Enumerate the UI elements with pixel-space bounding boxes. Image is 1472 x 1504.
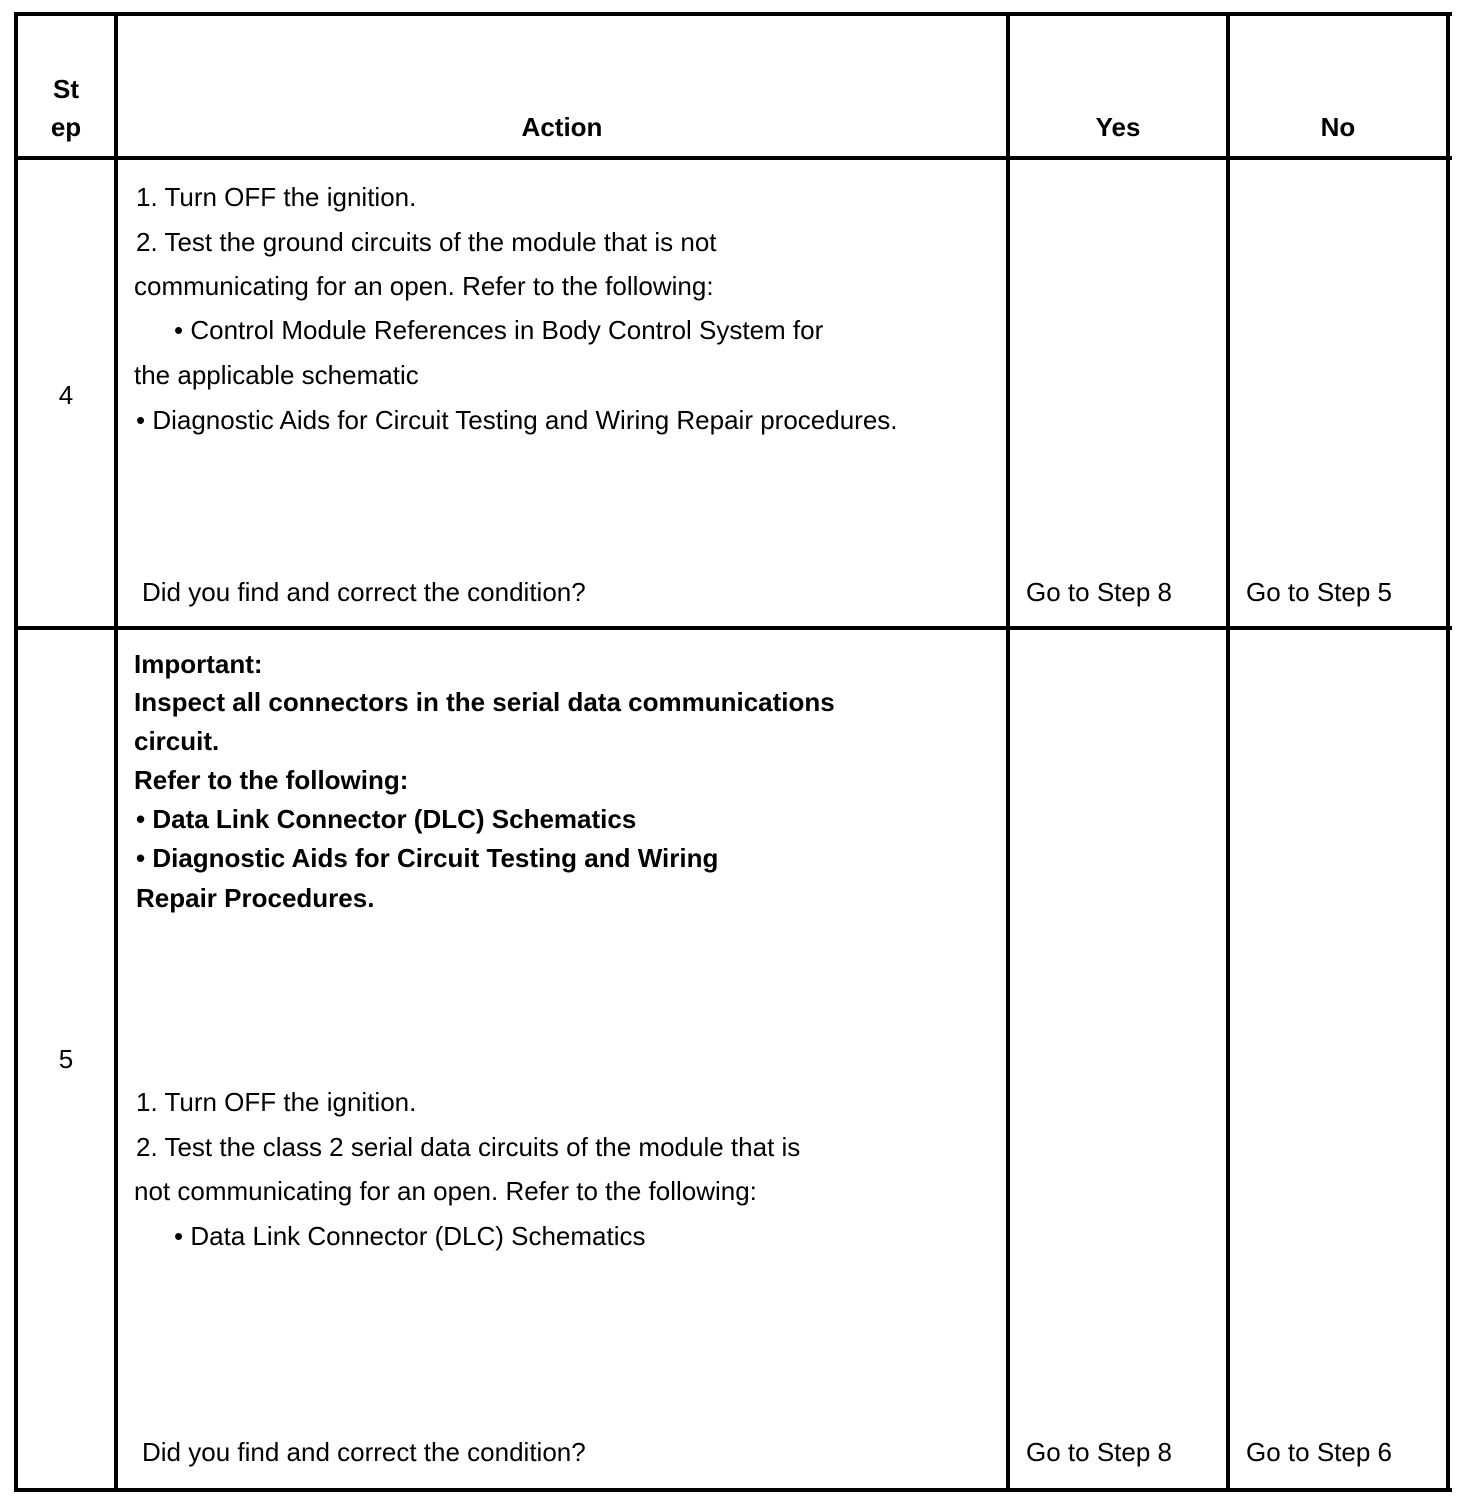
step-number: 4 xyxy=(58,380,74,410)
table-border-top xyxy=(14,12,1452,16)
no-result: Go to Step 6 xyxy=(1246,1437,1392,1467)
table-border-bottom xyxy=(14,1488,1452,1492)
action-line: communicating for an open. Refer to the following: xyxy=(134,271,714,301)
table-border-left xyxy=(14,12,18,1492)
col-divider-step xyxy=(114,12,118,1492)
step-number: 5 xyxy=(58,1044,74,1074)
important-line: • Diagnostic Aids for Circuit Testing and Wiring xyxy=(136,843,719,873)
col-divider-action xyxy=(1006,12,1010,1492)
important-line: circuit. xyxy=(134,726,220,756)
question: Did you find and correct the condition? xyxy=(142,577,586,607)
important-line: Repair Procedures. xyxy=(136,883,375,913)
action-line: not communicating for an open. Refer to the following: xyxy=(134,1176,757,1206)
header-action: Action xyxy=(521,112,603,142)
important-line: Refer to the following: xyxy=(134,765,409,795)
header-no: No xyxy=(1320,112,1356,142)
header-step-line2: ep xyxy=(50,112,82,142)
action-line: the applicable schematic xyxy=(134,360,419,390)
action-line: • Data Link Connector (DLC) Schematics xyxy=(174,1221,646,1251)
header-divider xyxy=(14,156,1452,160)
action-line: • Control Module References in Body Control System for xyxy=(174,315,824,345)
question: Did you find and correct the condition? xyxy=(142,1437,586,1467)
header-yes: Yes xyxy=(1095,112,1141,142)
row-divider xyxy=(14,626,1452,630)
yes-result: Go to Step 8 xyxy=(1026,577,1172,607)
action-line: 2. Test the class 2 serial data circuits of the module that is xyxy=(136,1132,801,1162)
action-line: 1. Turn OFF the ignition. xyxy=(136,182,417,212)
important-line: Important: xyxy=(134,649,263,679)
action-line: • Diagnostic Aids for Circuit Testing and Wiring Repair procedures. xyxy=(136,405,898,435)
header-step-line1: St xyxy=(53,74,79,104)
no-result: Go to Step 5 xyxy=(1246,577,1392,607)
action-line: 1. Turn OFF the ignition. xyxy=(136,1087,417,1117)
important-line: Inspect all connectors in the serial data communications xyxy=(134,687,835,717)
col-divider-yes xyxy=(1226,12,1230,1492)
table-border-right xyxy=(1446,12,1450,1492)
action-line: 2. Test the ground circuits of the module that is not xyxy=(136,227,717,257)
important-line: • Data Link Connector (DLC) Schematics xyxy=(136,804,637,834)
yes-result: Go to Step 8 xyxy=(1026,1437,1172,1467)
